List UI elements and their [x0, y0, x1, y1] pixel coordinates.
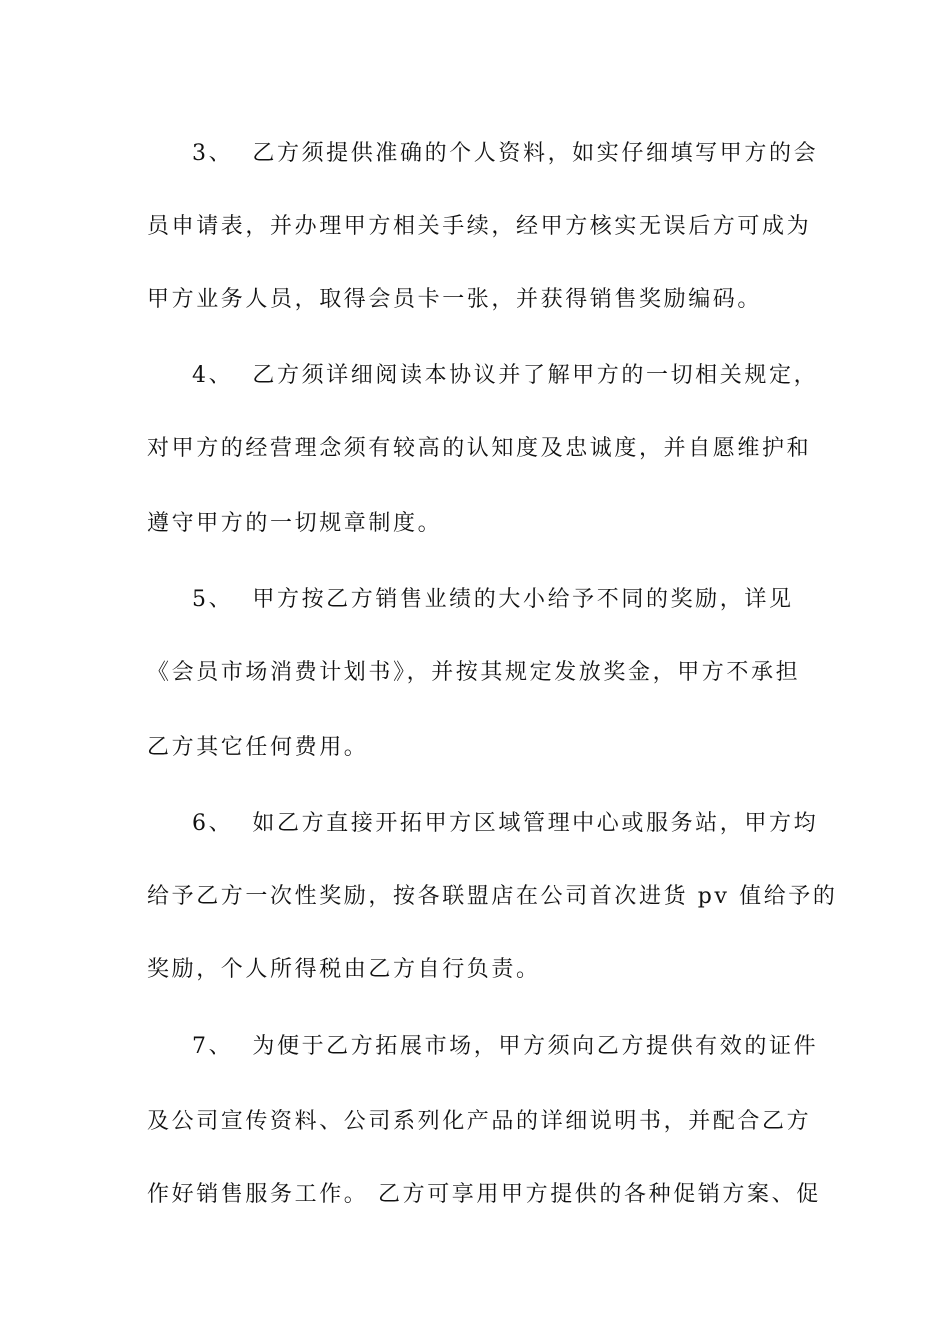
paragraph-3-line-1: 3、 乙方须提供准确的个人资料，如实仔细填写甲方的会 — [192, 141, 819, 166]
paragraph-5-line-2: 《会员市场消费计划书》，并按其规定发放奖金，甲方不承担 — [147, 660, 801, 685]
paragraph-5-line-3: 乙方其它任何费用。 — [147, 735, 369, 760]
paragraph-7-line-1: 7、 为便于乙方拓展市场，甲方须向乙方提供有效的证件 — [192, 1034, 819, 1059]
paragraph-5-line-1: 5、 甲方按乙方销售业绩的大小给予不同的奖励，详见 — [192, 587, 794, 612]
paragraph-6-line-2: 给予乙方一次性奖励，按各联盟店在公司首次进货 pv 值给予的 — [147, 884, 838, 909]
paragraph-6-line-1: 6、 如乙方直接开拓甲方区域管理中心或服务站，甲方均 — [192, 811, 819, 836]
paragraph-4-line-1: 4、 乙方须详细阅读本协议并了解甲方的一切相关规定， — [192, 363, 819, 388]
paragraph-3-line-2: 员申请表，并办理甲方相关手续，经甲方核实无误后方可成为 — [147, 214, 812, 239]
paragraph-4-line-3: 遵守甲方的一切规章制度。 — [147, 511, 443, 536]
paragraph-6-line-3: 奖励，个人所得税由乙方自行负责。 — [147, 957, 541, 982]
paragraph-7-line-3: 作好销售服务工作。 乙方可享用甲方提供的各种促销方案、促 — [147, 1182, 821, 1207]
paragraph-3-line-3: 甲方业务人员，取得会员卡一张，并获得销售奖励编码。 — [147, 287, 763, 312]
paragraph-7-line-2: 及公司宣传资料、公司系列化产品的详细说明书，并配合乙方 — [147, 1109, 812, 1134]
paragraph-4-line-2: 对甲方的经营理念须有较高的认知度及忠诚度，并自愿维护和 — [147, 436, 812, 461]
